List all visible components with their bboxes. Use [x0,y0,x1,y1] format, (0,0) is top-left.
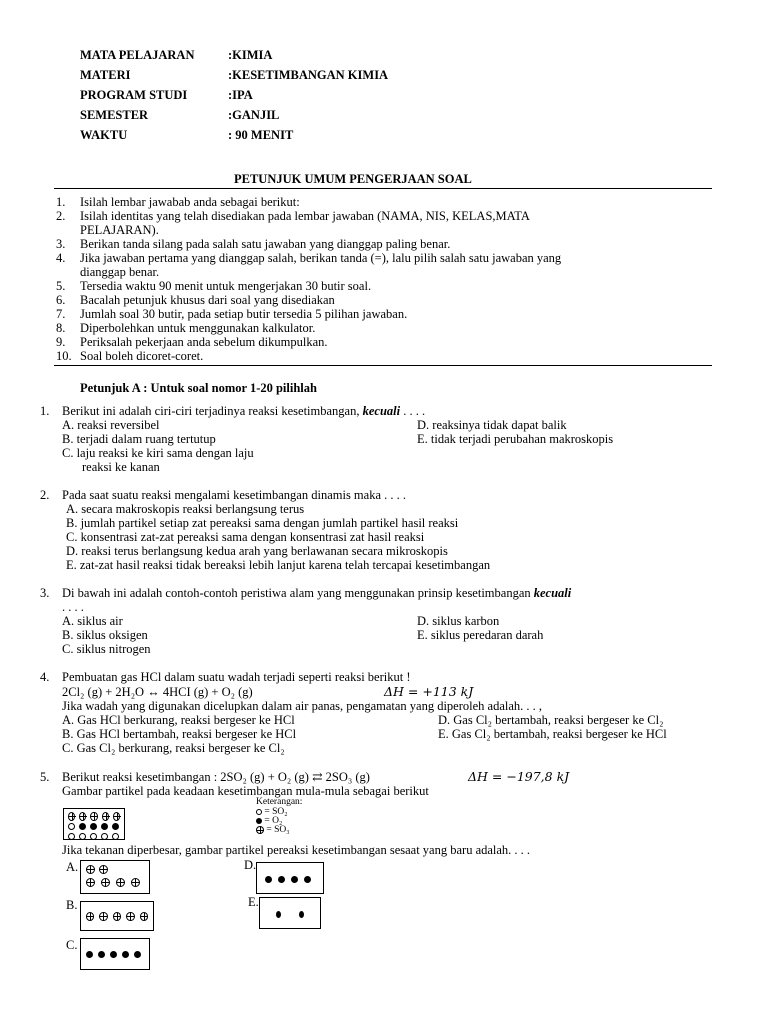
q2-stem: Pada saat suatu reaksi mengalami kesetimbangan dinamis maka . . . . [62,488,407,502]
particle-row [68,821,120,831]
q5-option-b-label[interactable]: B. [66,898,78,912]
q5-option-d-box[interactable] [256,862,324,894]
instruction-text: Jika jawaban pertama yang dianggap salah, berikan tanda (=), lalu pilih salah satu jawaban yang [80,251,562,265]
so3-particle-icon [86,878,95,887]
q5-option-a-label[interactable]: A. [66,860,79,874]
o2-particle-icon [79,823,86,830]
instructions-title: PETUNJUK UMUM PENGERJAAN SOAL [234,172,472,186]
q5-legend [256,798,302,834]
so3-particle-icon [113,812,120,821]
section-a-title: Petunjuk A : Untuk soal nomor 1-20 pilihlah [80,381,317,395]
o2-particle-icon [265,876,272,883]
instruction-num: 10. [56,349,72,363]
so3-particle-icon [90,812,97,821]
q5-stem: Berikut reaksi kesetimbangan : 2SO₂ (g) + O₂ (g) ⇄ 2SO₃ (g) [62,770,370,784]
instruction-num: 6. [56,293,66,307]
header-value-program: :IPA [228,88,253,102]
q5-option-c-box[interactable] [80,938,150,970]
q5-option-e-label[interactable]: E. [248,895,259,909]
so2-particle-icon [90,833,97,840]
q3-stem [62,586,571,600]
q5-option-a-box[interactable] [80,860,150,894]
particle-row [86,863,144,876]
q5-initial-state-box [63,808,125,840]
q4-option-c[interactable]: C. Gas Cl₂ berkurang, reaksi bergeser ke Cl₂ [62,741,285,755]
o2-particle-icon [278,876,285,883]
o2-particle-icon [134,951,141,958]
so3-particle-icon [99,865,108,874]
so3-particle-icon [116,878,125,887]
q5-number: 5. [40,770,50,784]
particle-row [86,949,144,959]
particle-row [68,811,120,821]
so3-particle-icon [256,826,264,834]
q3-option-c[interactable]: C. siklus nitrogen [62,642,151,656]
instruction-text: Soal boleh dicoret-coret. [80,349,204,363]
instruction-num: 1. [56,195,66,209]
o2-particle-icon [276,911,281,918]
q1-option-a[interactable]: A. reaksi reversibel [62,418,160,432]
o2-particle-icon [256,818,262,824]
instruction-num: 3. [56,237,66,251]
q4-enthalpy: ΔH = +113 kJ [384,684,474,699]
q1-option-d[interactable]: D. reaksinya tidak dapat balik [417,418,567,432]
so3-particle-icon [131,878,140,887]
header-value-material: :KESETIMBANGAN KIMIA [228,68,389,82]
instruction-text: dianggap benar. [80,265,160,279]
legend-so2: = SO₂ [264,807,288,817]
header-label-material: MATERI [80,68,131,82]
instruction-num: 4. [56,251,66,265]
o2-particle-icon [86,951,93,958]
instruction-num: 8. [56,321,66,335]
q5-enthalpy: ΔH = −197,8 kJ [468,769,570,784]
q5-option-c-label[interactable]: C. [66,938,78,952]
header-label-semester: SEMESTER [80,108,149,122]
q5-option-e-box[interactable] [259,897,321,929]
q5-line2: Gambar partikel pada keadaan kesetimbangan mula-mula sebagai berikut [62,784,429,798]
q5-option-b-box[interactable] [80,901,154,931]
divider-bottom [54,365,712,366]
so3-particle-icon [102,812,109,821]
q2-option-a[interactable]: A. secara makroskopis reaksi berlangsung terus [66,502,305,516]
instruction-text: Jumlah soal 30 butir, pada setiap butir tersedia 5 pilihan jawaban. [80,307,408,321]
q1-emph: kecuali [362,404,401,418]
so2-particle-icon [101,833,108,840]
legend-o2: = O₂ [264,816,283,826]
so3-particle-icon [86,865,95,874]
header-label-time: WAKTU [80,128,128,142]
q1-option-c-cont: reaksi ke kanan [82,460,160,474]
so2-particle-icon [68,833,75,840]
o2-particle-icon [101,823,108,830]
so2-particle-icon [79,833,86,840]
so3-particle-icon [68,812,75,821]
q3-option-d[interactable]: D. siklus karbon [417,614,500,628]
header-value-time: : 90 MENIT [228,128,294,142]
q4-option-b[interactable]: B. Gas HCl bertambah, reaksi bergeser ke HCl [62,727,297,741]
so3-particle-icon [99,912,107,921]
instruction-num: 9. [56,335,66,349]
q4-stem: Pembuatan gas HCl dalam suatu wadah terjadi seperti reaksi berikut ! [62,670,411,684]
q3-dots: . . . . [62,600,84,614]
o2-particle-icon [304,876,311,883]
q3-option-e[interactable]: E. siklus peredaran darah [417,628,544,642]
instruction-num: 7. [56,307,66,321]
instruction-text: Diperbolehkan untuk menggunakan kalkulator. [80,321,316,335]
o2-particle-icon [110,951,117,958]
legend-row [256,817,302,825]
q1-stem [62,404,425,418]
o2-particle-icon [122,951,129,958]
q3-option-b[interactable]: B. siklus oksigen [62,628,148,642]
particle-row [86,876,144,889]
header-value-subject: :KIMIA [228,48,273,62]
instruction-text: Tersedia waktu 90 menit untuk mengerjakan 30 butir soal. [80,279,372,293]
q4-option-a[interactable]: A. Gas HCl berkurang, reaksi bergeser ke HCl [62,713,295,727]
so3-particle-icon [140,912,148,921]
instruction-text: PELAJARAN). [80,223,159,237]
q1-option-e[interactable]: E. tidak terjadi perubahan makroskopis [417,432,614,446]
q3-stem-text: Di bawah ini adalah contoh-contoh peristiwa alam yang menggunakan prinsip kesetimbangan [62,586,531,600]
q3-emph: kecuali [533,586,572,600]
q2-option-e[interactable]: E. zat-zat hasil reaksi tidak bereaksi lebih lanjut karena telah tercapai kesetimbangan [66,558,491,572]
instruction-text: Bacalah petunjuk khusus dari soal yang disediakan [80,293,335,307]
q4-option-d[interactable]: D. Gas Cl₂ bertambah, reaksi bergeser ke Cl₂ [438,713,664,727]
so2-particle-icon [68,823,75,830]
instruction-text: Isilah lembar jawabab anda sebagai berikut: [80,195,300,209]
instruction-num: 2. [56,209,66,223]
q4-line2: Jika wadah yang digunakan dicelupkan dalam air panas, pengamatan yang diperoleh adalah. . . , [62,699,543,713]
q5-line3: Jika tekanan diperbesar, gambar partikel pereaksi kesetimbangan sesaat yang baru adalah. . . . [62,843,531,857]
q1-number: 1. [40,404,50,418]
o2-particle-icon [98,951,105,958]
o2-particle-icon [90,823,97,830]
so3-particle-icon [126,912,134,921]
q5-option-d-label[interactable]: D. [244,858,257,872]
instruction-text: Isilah identitas yang telah disediakan pada lembar jawaban (NAMA, NIS, KELAS,MATA [80,209,530,223]
q2-option-d[interactable]: D. reaksi terus berlangsung kedua arah yang berlawanan secara mikroskopis [66,544,448,558]
divider-top [54,188,712,189]
q4-reaction: 2Cl₂ (g) + 2H₂O ↔ 4HCI (g) + O₂ (g) [62,685,253,699]
q1-option-c[interactable]: C. laju reaksi ke kiri sama dengan laju [62,446,254,460]
legend-title: Keterangan: [256,797,303,807]
o2-particle-icon [112,823,119,830]
o2-particle-icon [291,876,298,883]
q4-option-e[interactable]: E. Gas Cl₂ bertambah, reaksi bergeser ke HCl [438,727,667,741]
q2-number: 2. [40,488,50,502]
so3-particle-icon [79,812,86,821]
legend-so3: = SO₃ [266,825,290,836]
q1-stem-text: Berikut ini adalah ciri-ciri terjadinya reaksi kesetimbangan, [62,404,360,418]
q3-number: 3. [40,586,50,600]
particle-row [68,831,120,841]
so2-particle-icon [256,809,262,815]
q2-option-b[interactable]: B. jumlah partikel setiap zat pereaksi sama dengan jumlah partikel hasil reaksi [66,516,459,530]
instruction-num: 5. [56,279,66,293]
q2-option-c[interactable]: C. konsentrasi zat-zat pereaksi sama dengan konsentrasi zat hasil reaksi [66,530,425,544]
q4-number: 4. [40,670,50,684]
legend-row [256,826,302,834]
header-label-subject: MATA PELAJARAN [80,48,195,62]
o2-particle-icon [299,911,304,918]
particle-row [276,909,304,919]
particle-row [86,911,148,921]
particle-row [265,874,315,884]
q1-tail: . . . . [400,404,426,418]
so3-particle-icon [113,912,121,921]
legend-row [256,808,302,816]
q3-option-a[interactable]: A. siklus air [62,614,123,628]
instruction-text: Periksalah pekerjaan anda sebelum dikumpulkan. [80,335,328,349]
q1-option-b[interactable]: B. terjadi dalam ruang tertutup [62,432,216,446]
header-label-program: PROGRAM STUDI [80,88,188,102]
header-value-semester: :GANJIL [228,108,280,122]
so3-particle-icon [86,912,94,921]
so3-particle-icon [101,878,110,887]
instruction-text: Berikan tanda silang pada salah satu jawaban yang dianggap paling benar. [80,237,451,251]
so2-particle-icon [112,833,119,840]
